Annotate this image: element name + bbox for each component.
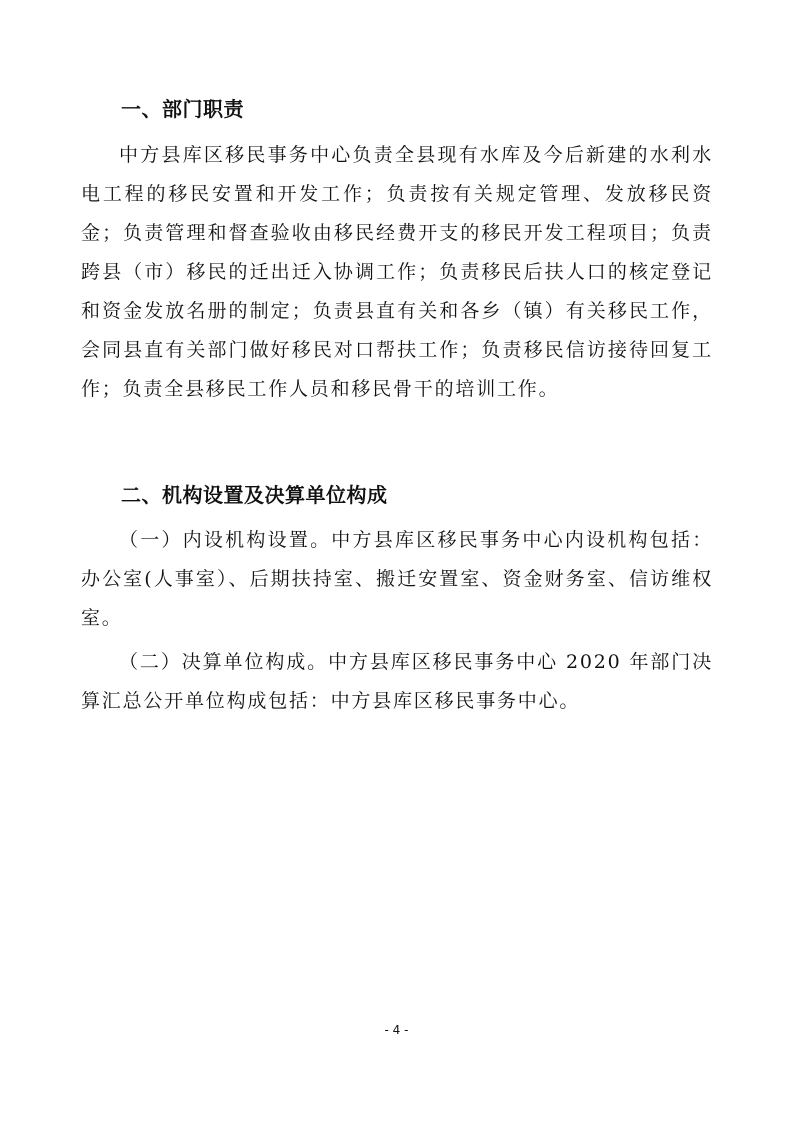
section-heading-department-duties: 一、部门职责 — [121, 97, 244, 121]
paragraph-internal-institutions: （一）内设机构设置。中方县库区移民事务中心内设机构包括：办公室(人事室）、后期扶持室、搬迁安置室、资金财务室、信访维权室。 — [81, 529, 713, 629]
page-number: - 4 - — [384, 1023, 409, 1037]
section-heading-organization-structure: 二、机构设置及决算单位构成 — [121, 483, 388, 507]
paragraph-department-duties: 中方县库区移民事务中心负责全县现有水库及今后新建的水利水电工程的移民安置和开发工作；负责按有关规定管理、发放移民资金；负责管理和督查验收由移民经费开支的移民开发工程项目；负责跨县（市）移民的迁出迁入协调工作；负责移民后扶人口的核定登记和资金发放名册的制定；负责县直有关和各乡（镇）有关移民工作，会同县直有关部门做好移民对口帮扶工作；负责移民信访接待回复工作；负责全县移民工作人员和移民骨干的培训工作。 — [81, 144, 713, 400]
paragraph-accounting-units: （二）决算单位构成。中方县库区移民事务中心 2020 年部门决算汇总公开单位构成包括：中方县库区移民事务中心。 — [81, 651, 713, 712]
